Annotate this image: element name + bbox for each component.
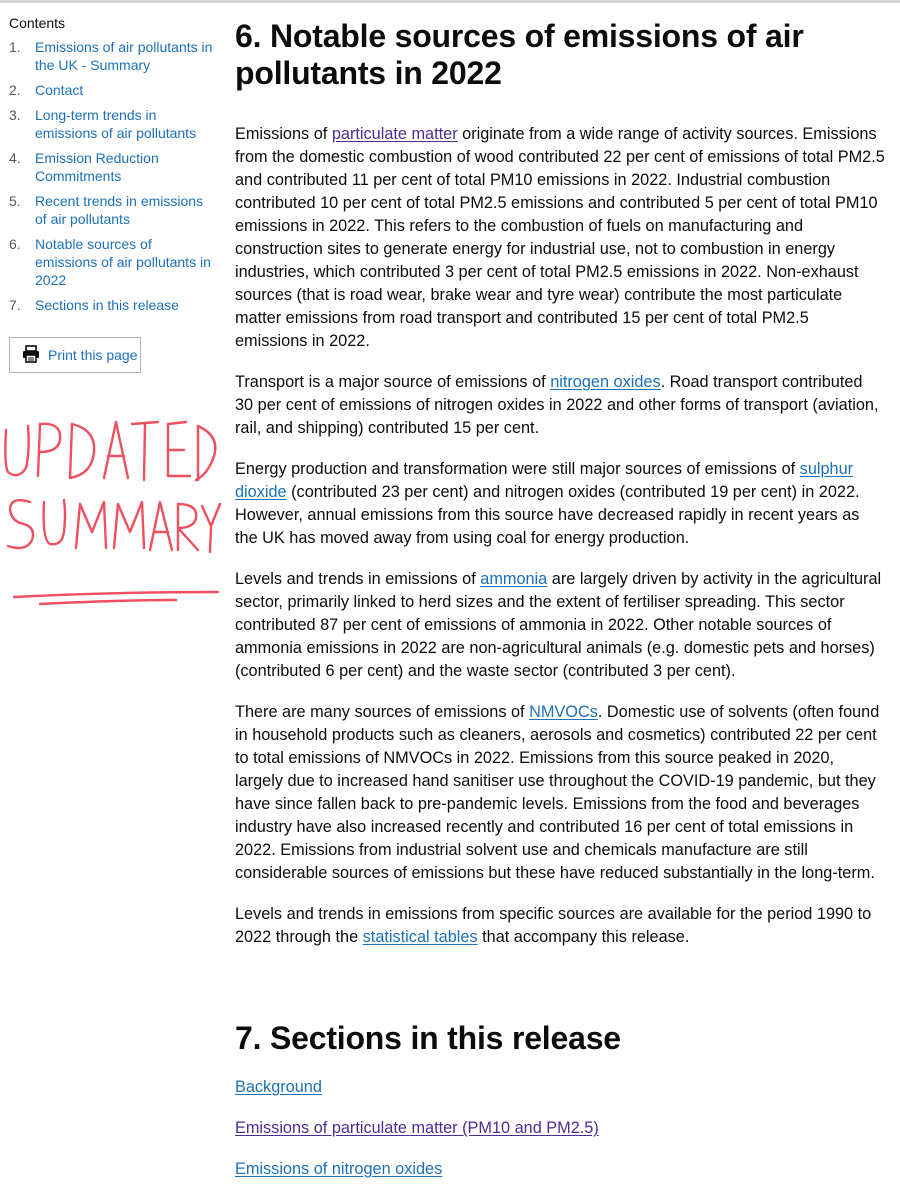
link-nitrogen-oxides-section[interactable]: Emissions of nitrogen oxides xyxy=(235,1160,443,1178)
print-page-label: Print this page xyxy=(48,347,138,363)
contents-item-contact xyxy=(9,81,214,99)
link-particulate-matter[interactable]: particulate matter xyxy=(331,125,458,143)
contents-link-recent[interactable]: Recent trends in emissions of air pollutants xyxy=(35,193,204,227)
contents-item-number: 1. xyxy=(9,39,21,55)
contents-item-long-term xyxy=(9,106,214,142)
contents-item-notable xyxy=(9,235,214,289)
contents-heading: Contents xyxy=(9,15,66,31)
top-border xyxy=(0,0,900,3)
link-sulphur-dioxide[interactable]: sulphur dioxide xyxy=(235,460,854,501)
paragraph-statistical-tables xyxy=(235,903,885,949)
link-particulate-matter-section[interactable]: Emissions of particulate matter (PM10 and PM2.5) xyxy=(235,1119,599,1137)
p4-text-post: are largely driven by activity in the agricultural sector, primarily linked to herd sizes and the extent of fertiliser spreading. This sector contributed 87 per cent of emissions of ammonia in 2022. Other notable sources of ammonia emissions in 2022 are non-agricultural animals (e.g. domestic pets and horses) (contributed 6 per cent) and the waste sector (contributed 3 per cent). xyxy=(235,570,882,680)
paragraph-nitrogen-oxides xyxy=(235,371,885,440)
paragraph-particulate-matter xyxy=(235,123,885,353)
contents-link-sections[interactable]: Sections in this release xyxy=(35,297,179,313)
contents-item-number: 3. xyxy=(9,107,21,123)
link-ammonia[interactable]: ammonia xyxy=(480,570,548,588)
contents-sidebar xyxy=(9,14,214,321)
p2-text-post: . Road transport contributed 30 per cent of emissions of nitrogen oxides in 2022 and other forms of transport (aviation, rail, and shipping) contributed 15 per cent. xyxy=(235,373,879,437)
p5-text-pre: There are many sources of emissions of xyxy=(235,703,530,721)
contents-item-commitments xyxy=(9,149,214,185)
release-sections-list xyxy=(235,1076,885,1181)
p3-text-pre: Energy production and transformation were still major sources of emissions of xyxy=(235,460,800,478)
main-content xyxy=(235,18,885,1199)
p1-text-pre: Emissions of xyxy=(235,125,332,143)
contents-link-commitments[interactable]: Emission Reduction Commitments xyxy=(35,150,159,184)
handwritten-annotation xyxy=(0,410,225,610)
p2-text-pre: Transport is a major source of emissions of xyxy=(235,373,551,391)
annotation-text: UPDATED SUMMARY xyxy=(0,410,11,411)
printer-icon xyxy=(22,345,40,366)
p6-text-post: that accompany this release. xyxy=(477,928,690,946)
contents-item-number: 5. xyxy=(9,193,21,209)
contents-item-summary xyxy=(9,38,214,74)
contents-list xyxy=(9,38,214,314)
p4-text-pre: Levels and trends in emissions of xyxy=(235,570,481,588)
p3-text-post: (contributed 23 per cent) and nitrogen oxides (contributed 19 per cent) in 2022. However, annual emissions from this source have decreased rapidly in recent years as the UK has moved away from using coal for energy production. xyxy=(235,483,860,547)
contents-link-long-term[interactable]: Long-term trends in emissions of air pollutants xyxy=(35,107,197,141)
contents-link-contact[interactable]: Contact xyxy=(35,82,84,98)
contents-item-number: 6. xyxy=(9,236,21,252)
contents-item-recent xyxy=(9,192,214,228)
release-section-item xyxy=(235,1117,885,1140)
p6-text-pre: Levels and trends in emissions from specific sources are available for the period 1990 to 2022 through the xyxy=(235,905,872,946)
p1-text-post: originate from a wide range of activity sources. Emissions from the domestic combustion of wood contributed 22 per cent of emissions of total PM2.5 and contributed 11 per cent of total PM10 emissions in 2022. Industrial combustion contributed 10 per cent of total PM2.5 emissions and contributed 5 per cent of total PM10 emissions in 2022. This refers to the combustion of fuels on manufacturing and construction sites to generate energy for industrial use, not to combustion in energy industries, which contributed 3 per cent of total PM2.5 emissions in 2022. Non-exhaust sources (that is road wear, brake wear and tyre wear) contribute the most particulate matter emissions from road transport and contributed 15 per cent of total PM2.5 emissions in 2022. xyxy=(235,125,885,350)
contents-item-number: 4. xyxy=(9,150,21,166)
link-background[interactable]: Background xyxy=(235,1078,322,1096)
release-section-item xyxy=(235,1158,885,1181)
section-7-heading: 7. Sections in this release xyxy=(235,1020,621,1056)
link-nmvocs[interactable]: NMVOCs xyxy=(529,703,598,721)
contents-item-number: 7. xyxy=(9,297,21,313)
release-section-item xyxy=(235,1076,885,1099)
contents-link-summary[interactable]: Emissions of air pollutants in the UK - Summary xyxy=(35,39,213,73)
link-statistical-tables[interactable]: statistical tables xyxy=(362,928,478,946)
paragraph-ammonia xyxy=(235,568,885,683)
contents-link-notable[interactable]: Notable sources of emissions of air pollutants in 2022 xyxy=(35,236,211,288)
print-page-button[interactable] xyxy=(9,337,141,373)
paragraph-sulphur-dioxide xyxy=(235,458,885,550)
p5-text-post: . Domestic use of solvents (often found in household products such as cleaners, aerosols and cosmetics) contributed 22 per cent to total emissions of NMVOCs in 2022. Emissions from this source peaked in 2020, largely due to increased hand sanitiser use throughout the COVID-19 pandemic, but they have since fallen back to pre-pandemic levels. Emissions from the food and beverages industry have also increased recently and contributed 16 per cent of total emissions in 2022. Emissions from industrial solvent use and chemicals manufacture are still considerable sources of emissions but these have reduced substantially in the long-term. xyxy=(235,703,880,882)
paragraph-nmvocs xyxy=(235,701,885,885)
contents-item-number: 2. xyxy=(9,82,21,98)
section-6-heading: 6. Notable sources of emissions of air pollutants in 2022 xyxy=(235,18,804,91)
contents-item-sections xyxy=(9,296,214,314)
link-nitrogen-oxides[interactable]: nitrogen oxides xyxy=(550,373,661,391)
